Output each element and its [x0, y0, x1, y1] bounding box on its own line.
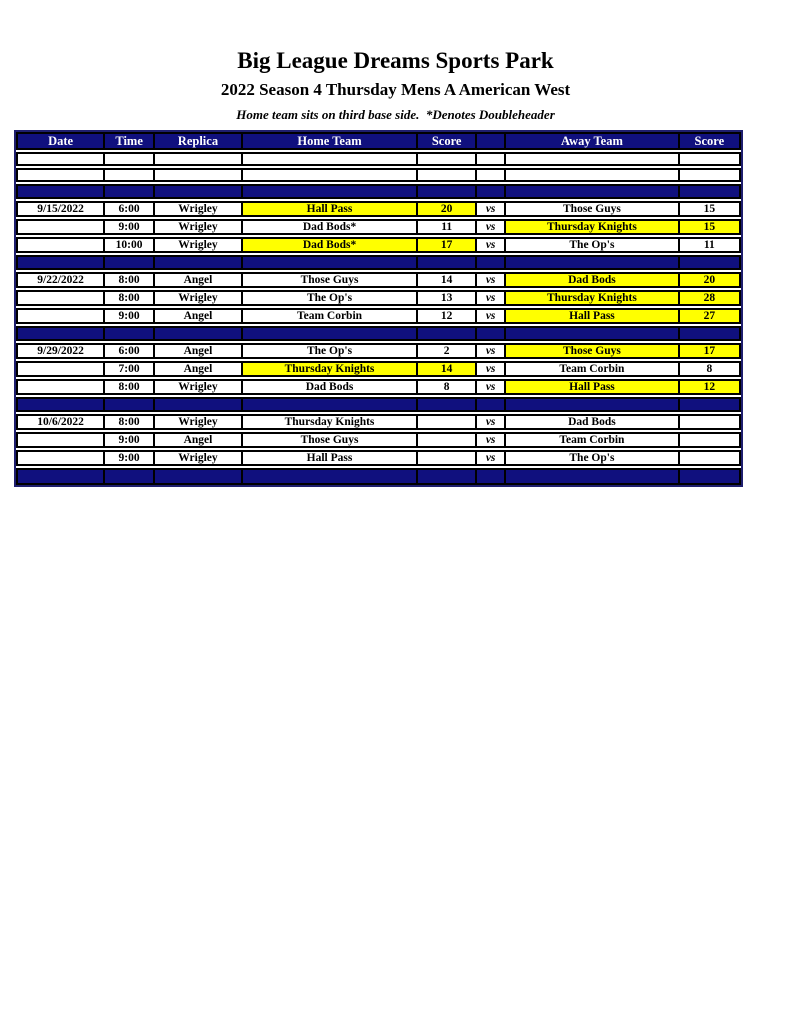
game-row [16, 201, 741, 217]
time-cell [105, 186, 155, 197]
home-score-cell [418, 452, 477, 464]
game-row [16, 450, 741, 466]
home-team-cell [243, 257, 418, 268]
vs-cell: vs [477, 381, 506, 393]
replica-cell: Wrigley [155, 452, 243, 464]
replica-cell: Wrigley [155, 203, 243, 215]
replica-cell: Wrigley [155, 381, 243, 393]
away-team-cell: Dad Bods [506, 416, 680, 428]
home-score-cell: 11 [418, 221, 477, 233]
away-team-cell: Thursday Knights [506, 292, 680, 304]
replica-cell: Angel [155, 345, 243, 357]
away-team-cell: Team Corbin [506, 434, 680, 446]
replica-cell: Wrigley [155, 416, 243, 428]
away-team-cell [506, 257, 680, 268]
replica-cell: Angel [155, 274, 243, 286]
home-team-cell: The Op's [243, 345, 418, 357]
time-cell: 7:00 [105, 363, 155, 375]
home-score-cell: 8 [418, 381, 477, 393]
schedule-table [14, 130, 743, 487]
vs-cell: vs [477, 221, 506, 233]
date-cell: 10/6/2022 [18, 416, 105, 428]
away-team-cell: Hall Pass [506, 381, 680, 393]
vs-cell: vs [477, 310, 506, 322]
away-team-cell: Those Guys [506, 203, 680, 215]
away-team-cell: The Op's [506, 239, 680, 251]
page-subtitle: 2022 Season 4 Thursday Mens A American West [220, 80, 571, 99]
home-team-cell [243, 470, 418, 483]
empty-row [16, 152, 741, 166]
home-score-cell: 14 [418, 274, 477, 286]
header-time: Time [105, 134, 155, 148]
vs-cell [477, 186, 506, 197]
time-cell: 10:00 [105, 239, 155, 251]
replica-cell: Angel [155, 310, 243, 322]
time-cell: 8:00 [105, 274, 155, 286]
date-cell [18, 381, 105, 393]
replica-cell: Angel [155, 434, 243, 446]
away-score-cell: 20 [680, 274, 739, 286]
home-team-cell: Dad Bods* [243, 239, 418, 251]
game-row [16, 414, 741, 430]
home-team-cell: Those Guys [243, 274, 418, 286]
date-cell: 9/15/2022 [18, 203, 105, 215]
time-cell: 9:00 [105, 221, 155, 233]
away-score-cell [680, 170, 739, 180]
time-cell: 9:00 [105, 310, 155, 322]
date-cell [18, 434, 105, 446]
away-team-cell [506, 154, 680, 164]
time-cell: 6:00 [105, 345, 155, 357]
replica-cell: Wrigley [155, 239, 243, 251]
separator-row [16, 184, 741, 199]
header-date: Date [18, 134, 105, 148]
vs-cell: vs [477, 363, 506, 375]
page-title: Big League Dreams Sports Park [237, 48, 554, 73]
home-team-cell [243, 154, 418, 164]
home-score-cell [418, 170, 477, 180]
away-score-cell [680, 452, 739, 464]
replica-cell: Wrigley [155, 292, 243, 304]
replica-cell [155, 257, 243, 268]
vs-cell: vs [477, 416, 506, 428]
home-score-cell: 13 [418, 292, 477, 304]
away-team-cell [506, 170, 680, 180]
date-cell [18, 221, 105, 233]
date-cell [18, 470, 105, 483]
replica-cell: Angel [155, 363, 243, 375]
time-cell [105, 399, 155, 410]
header-home-score: Score [418, 134, 477, 148]
time-cell: 8:00 [105, 416, 155, 428]
time-cell: 8:00 [105, 292, 155, 304]
away-team-cell: Thursday Knights [506, 221, 680, 233]
vs-cell: vs [477, 274, 506, 286]
game-row [16, 308, 741, 324]
home-team-cell [243, 170, 418, 180]
away-score-cell [680, 416, 739, 428]
time-cell: 9:00 [105, 434, 155, 446]
vs-cell [477, 154, 506, 164]
date-cell [18, 170, 105, 180]
header-away-team: Away Team [506, 134, 680, 148]
away-team-cell [506, 399, 680, 410]
date-cell [18, 292, 105, 304]
separator-row [16, 326, 741, 341]
home-score-cell [418, 399, 477, 410]
replica-cell [155, 399, 243, 410]
home-team-cell: Dad Bods* [243, 221, 418, 233]
empty-row [16, 168, 741, 182]
date-cell [18, 154, 105, 164]
vs-cell: vs [477, 292, 506, 304]
game-row [16, 379, 741, 395]
away-score-cell: 15 [680, 221, 739, 233]
time-cell [105, 470, 155, 483]
away-team-cell: Hall Pass [506, 310, 680, 322]
date-cell [18, 239, 105, 251]
home-score-cell: 2 [418, 345, 477, 357]
replica-cell: Wrigley [155, 221, 243, 233]
replica-cell [155, 470, 243, 483]
date-cell [18, 452, 105, 464]
replica-cell [155, 170, 243, 180]
home-score-cell [418, 470, 477, 483]
away-score-cell [680, 154, 739, 164]
header-replica: Replica [155, 134, 243, 148]
game-row [16, 219, 741, 235]
vs-cell: vs [477, 203, 506, 215]
away-team-cell [506, 328, 680, 339]
home-score-cell [418, 416, 477, 428]
away-score-cell [680, 328, 739, 339]
date-cell [18, 363, 105, 375]
away-score-cell: 28 [680, 292, 739, 304]
away-score-cell: 27 [680, 310, 739, 322]
away-score-cell [680, 434, 739, 446]
vs-cell [477, 170, 506, 180]
home-score-cell: 17 [418, 239, 477, 251]
home-team-cell: Thursday Knights [243, 416, 418, 428]
date-cell: 9/22/2022 [18, 274, 105, 286]
time-cell [105, 154, 155, 164]
away-score-cell: 8 [706, 363, 713, 375]
home-score-cell [418, 186, 477, 197]
home-team-cell [243, 186, 418, 197]
date-cell [18, 310, 105, 322]
away-team-cell: Those Guys [506, 345, 680, 357]
away-score-cell: 17 [680, 345, 739, 357]
away-score-cell: 11 [703, 239, 715, 251]
vs-cell [477, 328, 506, 339]
time-cell [105, 328, 155, 339]
game-row [16, 272, 741, 288]
replica-cell [155, 186, 243, 197]
time-cell: 8:00 [105, 381, 155, 393]
home-score-cell: 14 [418, 363, 477, 375]
table-header-row [16, 132, 741, 150]
away-score-cell [680, 399, 739, 410]
home-score-cell [418, 328, 477, 339]
home-team-cell [243, 328, 418, 339]
home-team-cell: Team Corbin [243, 310, 418, 322]
replica-cell [155, 154, 243, 164]
vs-cell [477, 257, 506, 268]
away-team-cell: Team Corbin [506, 363, 680, 375]
time-cell [105, 257, 155, 268]
home-team-cell [243, 399, 418, 410]
time-cell: 9:00 [105, 452, 155, 464]
date-cell [18, 399, 105, 410]
away-score-cell [680, 470, 739, 483]
home-score-cell: 20 [418, 203, 477, 215]
home-score-cell [418, 154, 477, 164]
date-cell [18, 328, 105, 339]
time-cell: 6:00 [105, 203, 155, 215]
date-cell [18, 257, 105, 268]
time-cell [105, 170, 155, 180]
vs-cell [477, 399, 506, 410]
game-row [16, 237, 741, 253]
replica-cell [155, 328, 243, 339]
header-away-score: Score [680, 134, 739, 148]
vs-cell [477, 470, 506, 483]
vs-cell: vs [477, 452, 506, 464]
schedule-rows [16, 152, 741, 485]
away-score-cell: 15 [703, 203, 716, 215]
separator-row [16, 255, 741, 270]
vs-cell: vs [477, 345, 506, 357]
home-team-cell: Dad Bods [243, 381, 418, 393]
away-score-cell [680, 186, 739, 197]
home-team-cell: Those Guys [243, 434, 418, 446]
header-home-team: Home Team [243, 134, 418, 148]
vs-cell: vs [477, 239, 506, 251]
game-row [16, 290, 741, 306]
home-score-cell: 12 [418, 310, 477, 322]
home-score-cell [418, 434, 477, 446]
away-score-cell: 12 [680, 381, 739, 393]
home-score-cell [418, 257, 477, 268]
away-team-cell [506, 470, 680, 483]
date-cell: 9/29/2022 [18, 345, 105, 357]
game-row [16, 432, 741, 448]
home-team-cell: Hall Pass [243, 452, 418, 464]
home-team-cell: The Op's [243, 292, 418, 304]
vs-cell: vs [477, 434, 506, 446]
date-cell [18, 186, 105, 197]
separator-row [16, 468, 741, 485]
game-row [16, 361, 741, 377]
away-team-cell: Dad Bods [506, 274, 680, 286]
away-score-cell [680, 257, 739, 268]
home-team-cell: Thursday Knights [243, 363, 418, 375]
header-vs [477, 134, 506, 148]
away-team-cell [506, 186, 680, 197]
separator-row [16, 397, 741, 412]
schedule-note: Home team sits on third base side. *Denotes Doubleheader [236, 107, 555, 122]
home-team-cell: Hall Pass [243, 203, 418, 215]
game-row [16, 343, 741, 359]
away-team-cell: The Op's [506, 452, 680, 464]
